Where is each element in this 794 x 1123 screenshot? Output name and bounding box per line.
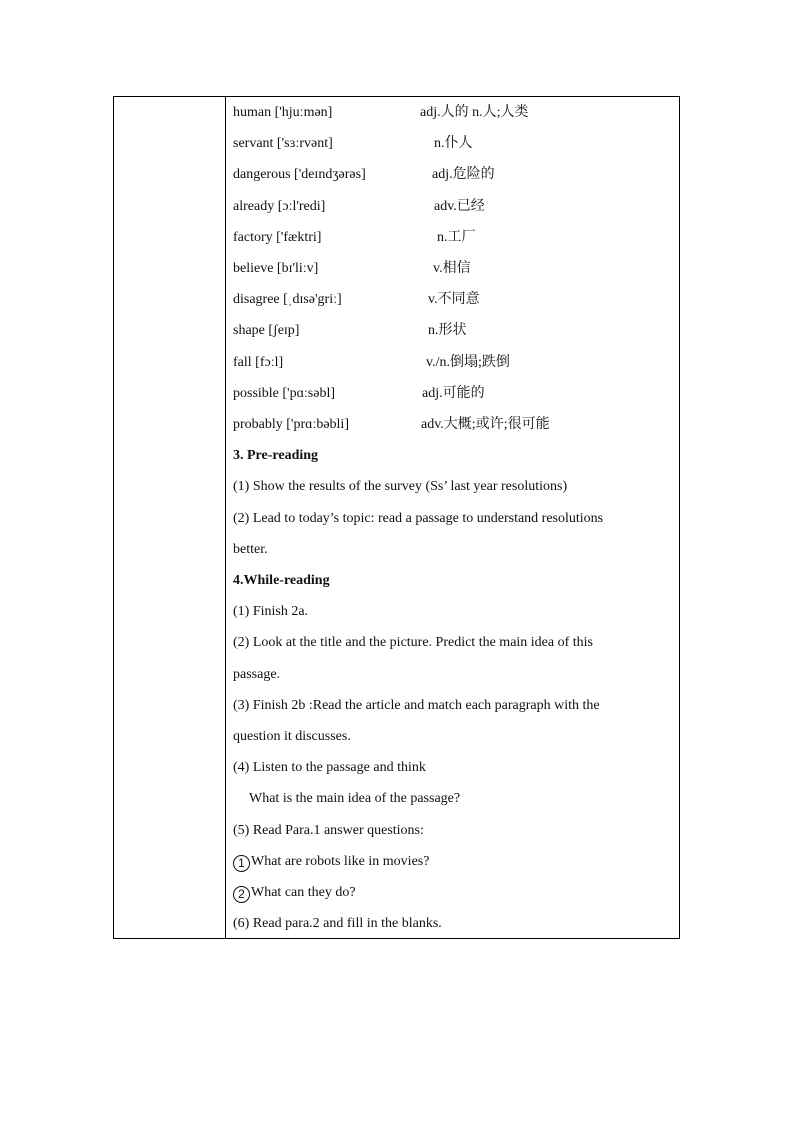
vocab-word: fall [fɔːl] — [233, 355, 284, 370]
vocab-word: possible ['pɑːsəbl] — [233, 386, 335, 401]
vocab-meaning: adj.人的 n.人;人类 — [420, 105, 529, 120]
vocab-word: probably ['prɑːbəbli] — [233, 417, 349, 432]
circled-number: 2 — [233, 886, 250, 903]
lesson-table — [113, 96, 680, 939]
vocab-meaning: v.相信 — [433, 261, 471, 276]
step-text: (5) Read Para.1 answer questions: — [233, 823, 424, 838]
vocab-word: believe [bɪ'liːv] — [233, 261, 319, 276]
vocab-word: disagree [ˌdɪsə'griː] — [233, 292, 342, 307]
vocab-meaning: adv.已经 — [434, 199, 485, 214]
step-text: (4) Listen to the passage and think — [233, 760, 426, 775]
vocab-meaning: v./n.倒塌;跌倒 — [426, 355, 510, 370]
step-text: (6) Read para.2 and fill in the blanks. — [233, 916, 442, 931]
section-heading: 3. Pre-reading — [233, 448, 319, 463]
step-text: (3) Finish 2b :Read the article and match each paragraph with the — [233, 698, 600, 713]
table-right-cell — [226, 97, 679, 938]
vocab-meaning: n.形状 — [428, 323, 467, 338]
vocab-meaning: adj.危险的 — [432, 167, 495, 182]
table-left-cell — [114, 97, 226, 938]
step-text: (1) Finish 2a. — [233, 604, 309, 619]
step-text: What is the main idea of the passage? — [249, 791, 461, 806]
vocab-word: servant ['sɜːrvənt] — [233, 136, 333, 151]
step-text: (2) Look at the title and the picture. Predict the main idea of this — [233, 635, 594, 650]
question-text: What can they do? — [251, 885, 356, 900]
vocab-word: factory ['fæktri] — [233, 230, 322, 245]
vocab-word: human ['hjuːmən] — [233, 105, 333, 120]
step-text: passage. — [233, 667, 281, 682]
question-text: What are robots like in movies? — [251, 854, 430, 869]
section-heading: 4.While-reading — [233, 573, 330, 588]
step-text: better. — [233, 542, 268, 557]
vocab-word: already [ɔːl'redi] — [233, 199, 326, 214]
question-item — [233, 881, 356, 905]
step-text: (2) Lead to today’s topic: read a passage to understand resolutions — [233, 511, 604, 526]
vocab-meaning: n.工厂 — [437, 230, 476, 245]
vocab-meaning: v.不同意 — [428, 292, 480, 307]
vocab-meaning: n.仆人 — [434, 136, 473, 151]
vocab-word: shape [ʃeɪp] — [233, 323, 300, 338]
circled-number: 1 — [233, 855, 250, 872]
vocab-meaning: adj.可能的 — [422, 386, 485, 401]
vocab-meaning: adv.大概;或许;很可能 — [421, 417, 550, 432]
question-item — [233, 850, 429, 874]
step-text: (1) Show the results of the survey (Ss’ last year resolutions) — [233, 479, 568, 494]
step-text: question it discusses. — [233, 729, 351, 744]
vocab-word: dangerous ['deɪndʒərəs] — [233, 167, 366, 182]
